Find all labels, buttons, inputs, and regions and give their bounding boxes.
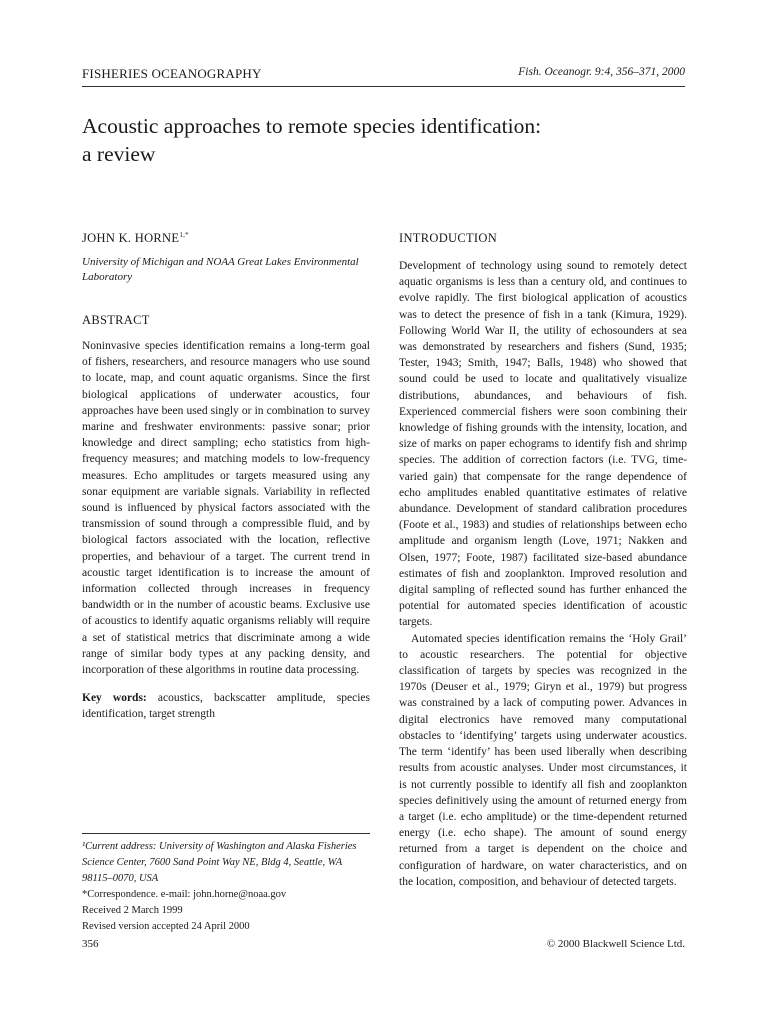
abstract-text: Noninvasive species identification remains a long-term goal of fishers, researchers, and resource managers who use sound to locate, map, and count aquatic organisms. Since the first biological applications of underwater acoustics, four approaches have been used singly or in combination to survey marine and freshwater environments: passive sonar; prior knowledge and direct sampling; echo statistics from high-frequency measures; and matching models to low-frequency measures. Echo amplitudes or targets measured using any sonar equipment are variable signals. Variability in reflected sound is influenced by physical factors associated with the transmission of sound through a compressible fluid, and by biological factors associated with the location, reflective properties, and behaviour of a target. The current trend in acoustic target identification is to increase the amount of information collected through increases in frequency bandwidth or in the number of acoustic beams. Exclusive use of acoustics to identify aquatic organisms reliably will require a set of statistical metrics that discriminate among a wide range of similar body types at any packing density, and incorporation of these algorithms in routine data processing. xyxy=(82,340,370,677)
author-name xyxy=(82,231,370,249)
right-column xyxy=(399,231,687,890)
keywords-label: Key words: xyxy=(82,692,147,705)
footnote-received: Received 2 March 1999 xyxy=(82,905,183,916)
introduction-heading: INTRODUCTION xyxy=(399,231,498,245)
abstract-heading: ABSTRACT xyxy=(82,313,150,327)
left-column xyxy=(82,231,370,723)
author-affiliation: University of Michigan and NOAA Great Lakes Environmental Laboratory xyxy=(82,256,359,283)
author-superscript: 1,* xyxy=(179,231,189,239)
article-title xyxy=(82,112,685,168)
keywords-list: acoustics, backscatter amplitude, species identification, target strength xyxy=(82,692,370,721)
copyright: © 2000 Blackwell Science Ltd. xyxy=(546,938,685,950)
running-head xyxy=(82,66,685,82)
page-number: 356 xyxy=(82,938,99,950)
footnote-current-address: ¹Current address: University of Washington and Alaska Fisheries Science Center, 7600 Sand Point Way NE, Bldg 4, Seattle, WA 98115–0070, USA xyxy=(82,841,357,884)
author-name-text: JOHN K. HORNE xyxy=(82,231,180,246)
journal-citation: Fish. Oceanogr. 9:4, 356–371, 2000 xyxy=(518,66,685,78)
page-footer xyxy=(82,938,685,954)
introduction-paragraph-2: Automated species identification remains the ‘Holy Grail’ to acoustic researchers. The potential for objective classification of targets by species was recognized in the 1970s (Deuser et al., 1979; Giryn et al., 1979) but progress was constrained by a lack of computing power. Advances in digital electronics have removed many computational obstacles to ‘identifying’ targets using underwater acoustics. The term ‘identify’ has been used liberally when describing results from acoustic analyses. Under most circumstances, it is not currently possible to identify all fish and zooplankton species definitively using the amount of returned energy from a target (i.e. echo amplitude) or the time-dependent returned energy (i.e. echo shape). The amount of sound energy returned from a target is dependent on the choice and configuration of hardware, on water characteristics, and on the location, composition, and behaviour of detected targets. xyxy=(399,632,687,888)
journal-name: FISHERIES OCEANOGRAPHY xyxy=(82,66,262,81)
introduction-body xyxy=(399,258,687,890)
article-title-line-2: a review xyxy=(82,142,156,166)
footnote-revised: Revised version accepted 24 April 2000 xyxy=(82,921,250,932)
header-rule xyxy=(82,86,685,87)
article-title-line-1: Acoustic approaches to remote species identification: xyxy=(82,114,542,138)
footnotes xyxy=(82,833,370,935)
introduction-paragraph-1: Development of technology using sound to remotely detect aquatic organisms is less than a century old, and continues to evolve rapidly. The first biological application of acoustics was to detect the presence of fish in a tank (Kimura, 1929). Following World War II, the utility of echosounders at sea was demonstrated by researchers and fishers (Sund, 1935; Tester, 1943; Smith, 1947; Balls, 1948) who showed that sound could be used to locate and qualitatively visualize distributions, abundances, and behaviours of fish. Experienced commercial fishers were soon combining their knowledge of fishing grounds with the intensity, location, and size of marks on paper echograms to identify fish and shrimp species. The addition of correction factors (i.e. TVG, time-varied gain) that compensate for the range dependence of echo amplitudes enabled quantitative estimates of relative abundance. Development of standard calibration procedures (Foote et al., 1983) and studies of relationships between echo amplitude and organism length (Love, 1971; Nakken and Olsen, 1977; Foote, 1987) facilitated size-based abundance estimates of fish and zooplankton. Improved resolution and digital sampling of reflected sound has further enhanced the potential for automated species identification of acoustic targets. xyxy=(399,260,687,629)
footnote-correspondence: *Correspondence. e-mail: john.horne@noaa.gov xyxy=(82,889,287,900)
keywords xyxy=(82,690,370,722)
